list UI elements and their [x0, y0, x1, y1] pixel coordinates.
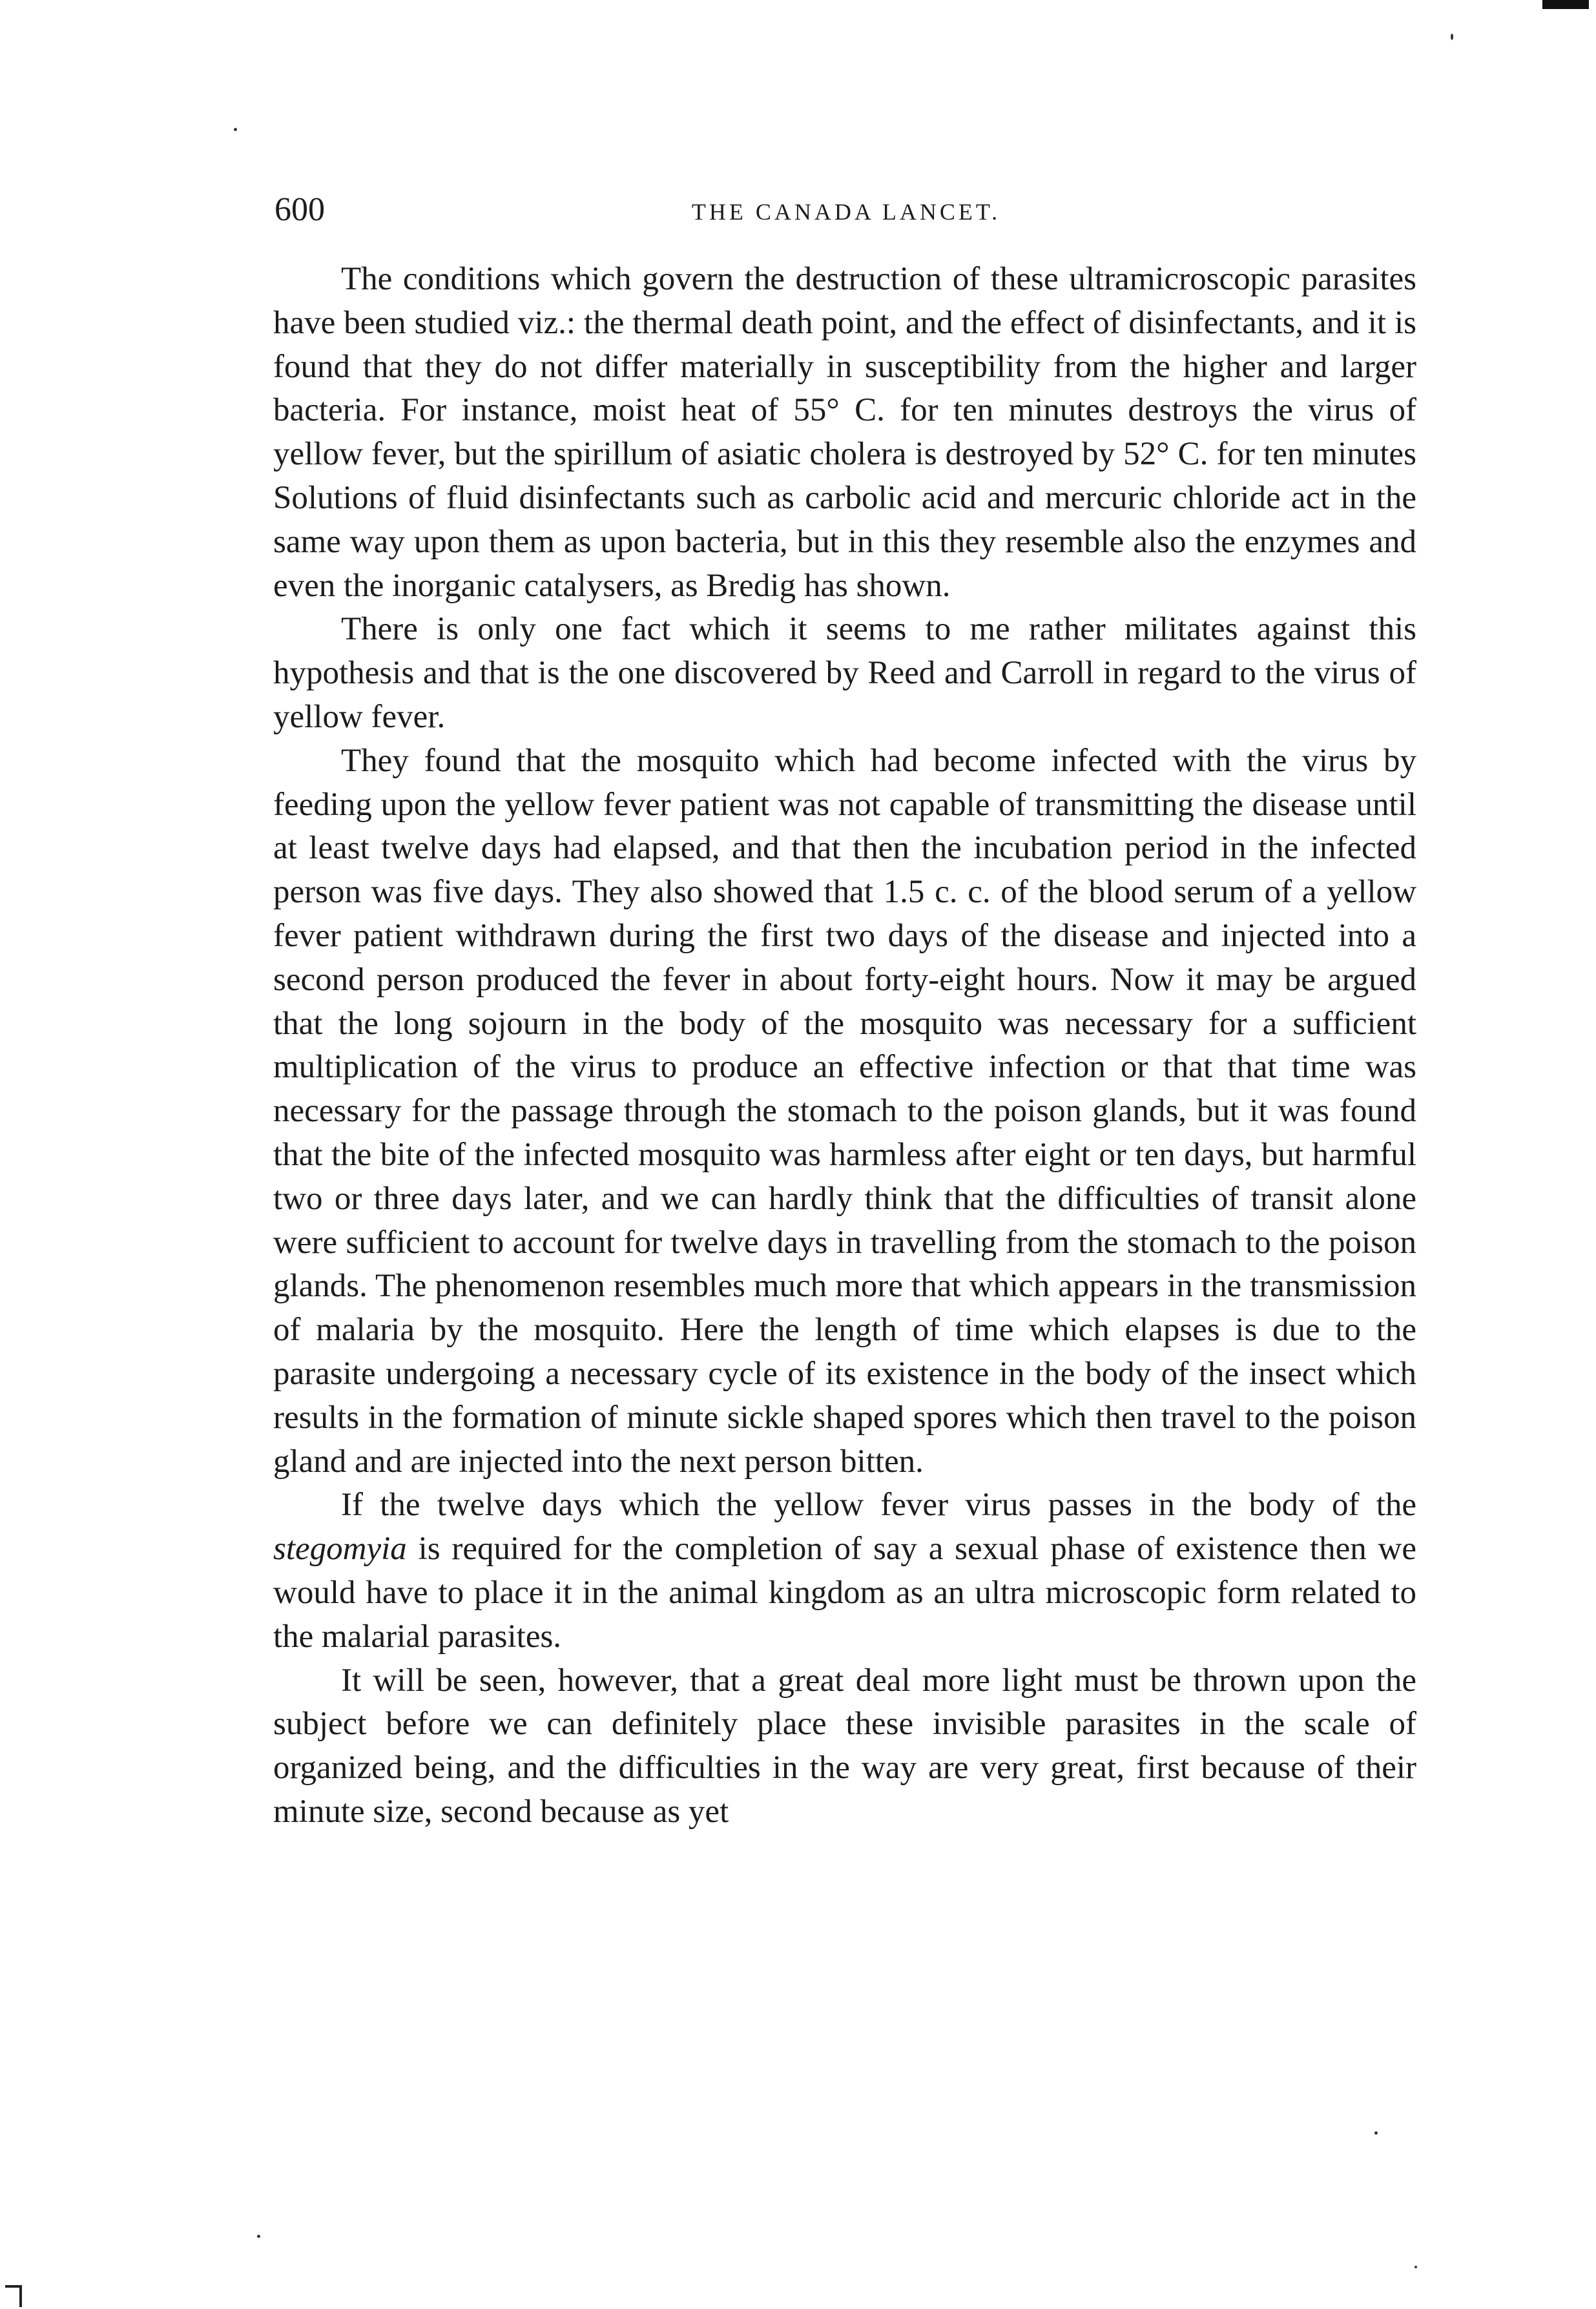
- paragraph-text: If the twelve days which the yellow fever virus passes in the body of the: [341, 1487, 1416, 1524]
- running-title: THE CANADA LANCET.: [691, 199, 1001, 225]
- paragraph: The conditions which govern the destruction of these ultramicroscopic parasites have been studied viz.: the thermal death point, and the effect of disinfectants, and it is found that they do not differ materially in susceptibility from the higher and larger bacteria. For instance, moist heat of 55° C. for ten minutes destroys the virus of yellow fever, but the spirillum of asiatic cholera is destroyed by 52° C. for ten minutes Solutions of fluid disinfectants such as carbolic acid and mercuric chloride act in the same way upon them as upon bacteria, but in this they resemble also the enzymes and even the inorganic catalysers, as Bredig has shown.: [273, 261, 1416, 604]
- scan-speck: [1415, 2266, 1417, 2268]
- paragraph-text: is required for the completion of say a sexual phase of existence then we would have to place it in the animal kingdom as an ultra microscopic form related to the malarial parasites.: [273, 1531, 1416, 1655]
- scan-speck: [234, 128, 237, 131]
- scan-edge-mark: [1542, 0, 1589, 9]
- scan-corner-mark: [5, 2285, 22, 2307]
- page-number: 600: [275, 191, 325, 228]
- scan-speck: [1374, 2131, 1378, 2135]
- running-head: [275, 187, 1418, 239]
- paragraph: It will be seen, however, that a great deal more light must be thrown upon the subject before we can definitely place these invisible parasites in the scale of organized being, and the difficulties in the way are very great, first because of their minute size, second because as yet: [273, 1662, 1416, 1830]
- scan-speck: [1451, 34, 1453, 40]
- paragraph: [273, 1484, 1416, 1659]
- scan-speck: [257, 2235, 260, 2238]
- paragraph: They found that the mosquito which had become infected with the virus by feeding upon the yellow fever patient was not capable of transmitting the disease until at least twelve days had elapsed, and that then the incubation period in the infected person was five days. They also showed that 1.5 c. c. of the blood serum of a yellow fever patient withdrawn during the first two days of the disease and injected into a second person produced the fever in about forty-eight hours. Now it may be argued that the long sojourn in the body of the mosquito was necessary for a sufficient multiplication of the virus to produce an effective infection or that that time was necessary for the passage through the stomach to the poison glands, but it was found that the bite of the infected mosquito was harmless after eight or ten days, but harmful two or three days later, and we can hardly think that the difficulties of transit alone were sufficient to account for twelve days in travelling from the stomach to the poison glands. The phenomenon resembles much more that which appears in the transmission of malaria by the mosquito. Here the length of time which elapses is due to the parasite undergoing a necessary cycle of its existence in the body of the insect which results in the formation of minute sickle shaped spores which then travel to the poison gland and are injected into the next person bitten.: [273, 742, 1416, 1480]
- italic-term: stegomyia: [273, 1531, 407, 1568]
- article-body: [273, 258, 1416, 1834]
- paragraph: There is only one fact which it seems to me rather militates against this hypothesis and that is the one discovered by Reed and Carroll in regard to the virus of yellow fever.: [273, 611, 1416, 735]
